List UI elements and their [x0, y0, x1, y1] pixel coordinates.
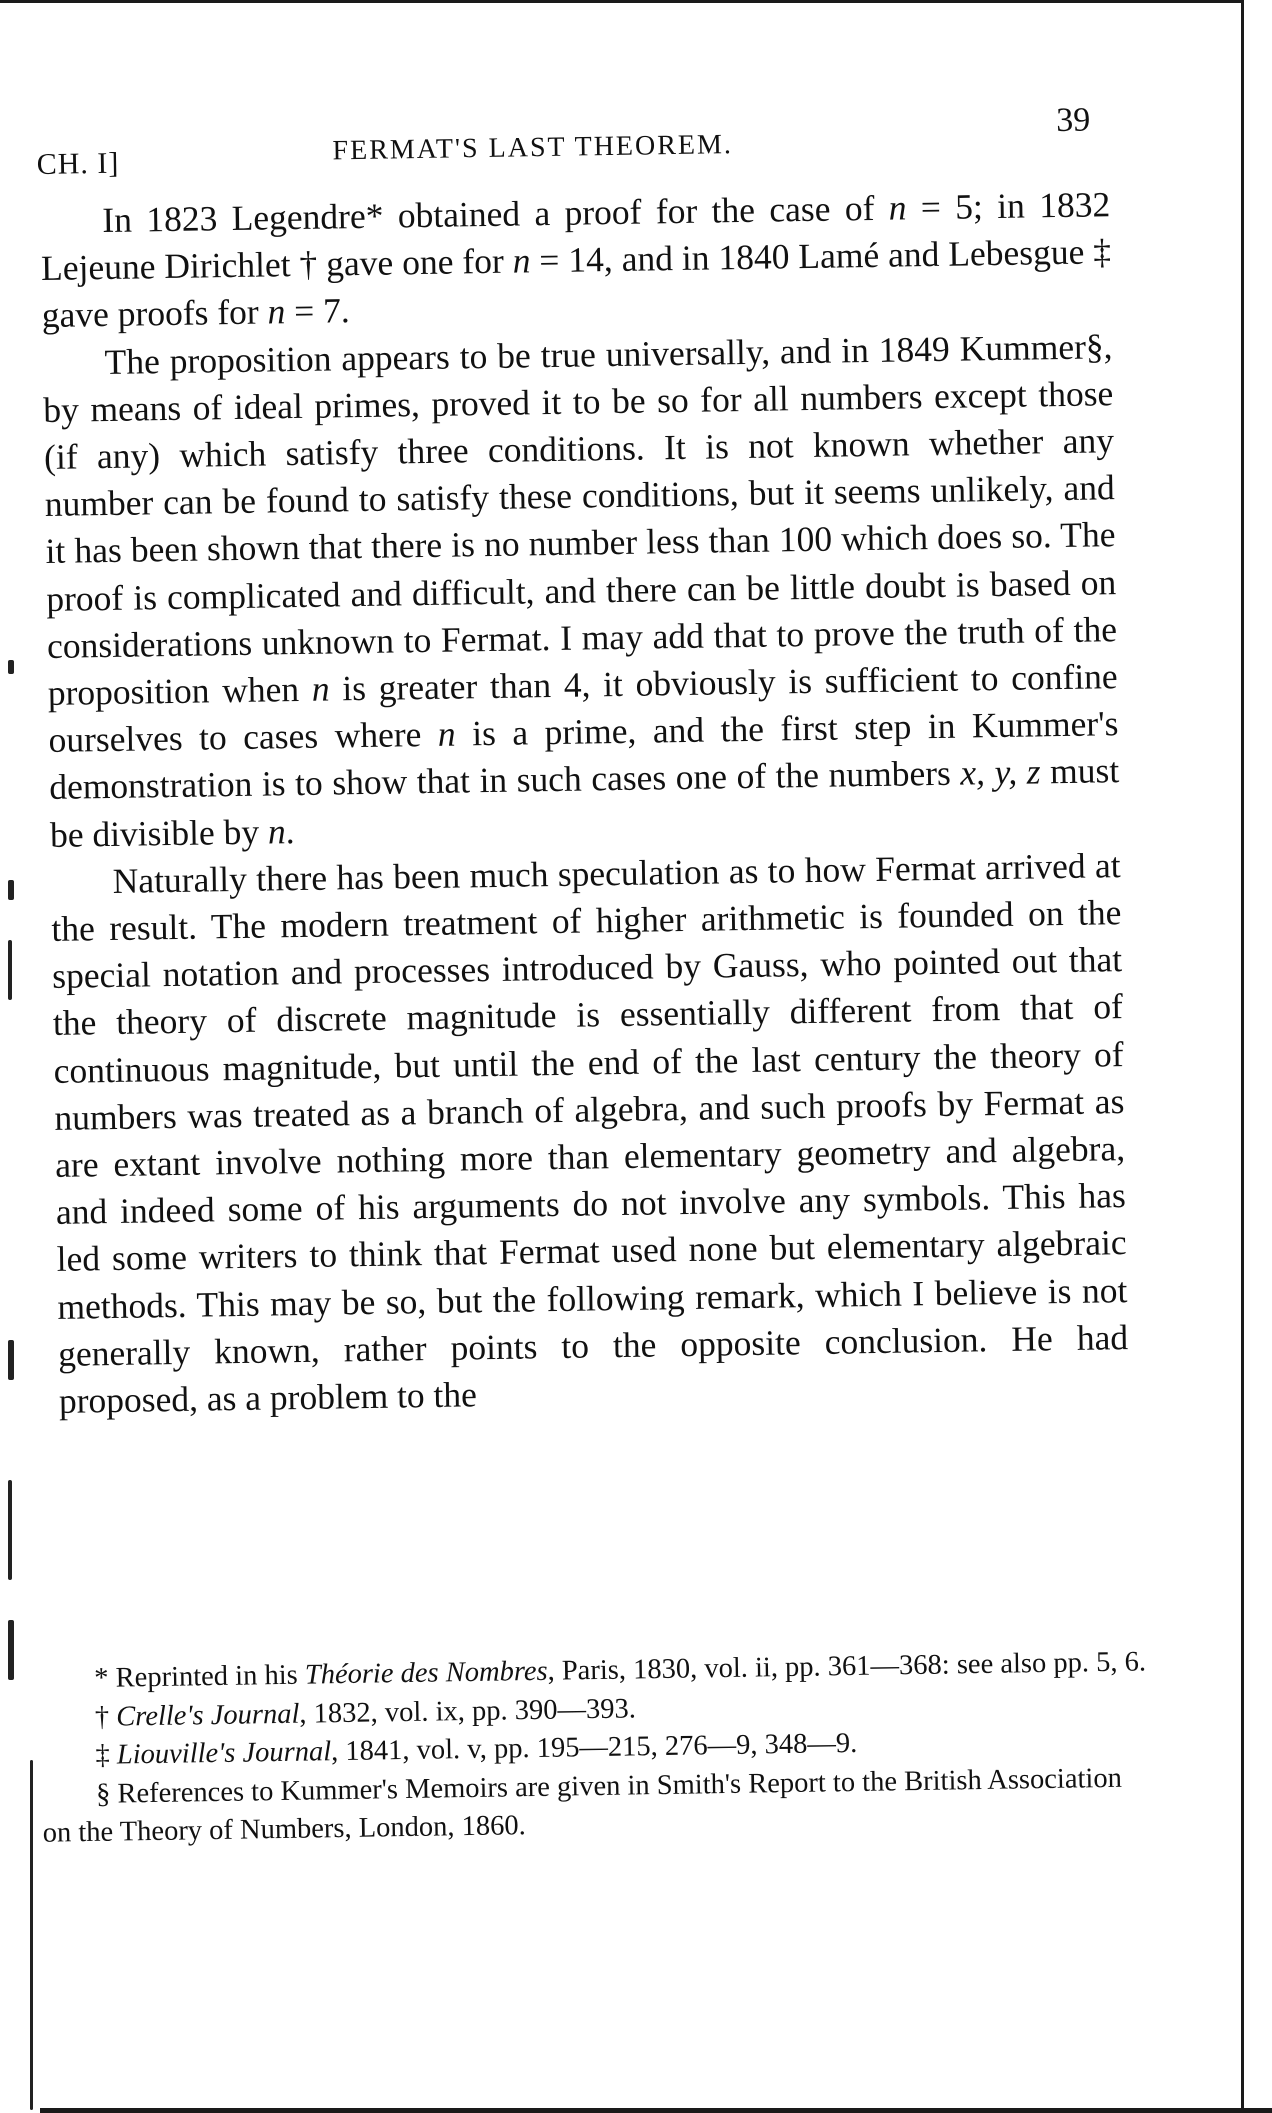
- binding-mark: [8, 880, 14, 900]
- text-run: = 7.: [284, 290, 351, 332]
- footnote-4: § References to Kummer's Memoirs are given in Smith's Report to the British Association on the Theory of Numbers, London, 1860.: [42, 1762, 1123, 1849]
- body-text: [40, 181, 1129, 1425]
- math-variable: n: [267, 810, 286, 852]
- math-variable: n: [888, 187, 907, 228]
- binding-mark: [8, 1480, 12, 1580]
- running-title: FERMAT'S LAST THEOREM.: [332, 129, 734, 167]
- paragraph-3: Naturally there has been much speculation as to how Fermat arrived at the result. The modern treatment of higher arithmetic is founded on the special notation and processes introduced by Gauss, who pointed out that the theory of discrete magnitude is essentially different from that of continuous magnitude, but until the end of the last century the theory of numbers was treated as a branch of algebra, and such proofs by Fermat as are extant involve nothing more than elementary geometry and algebra, and indeed some of his arguments do not involve any symbols. This has led some writers to think that Fermat used none but elementary algebraic methods. This may be so, but the following remark, which I believe is not generally known, rather points to the opposite conclusion. He had proposed, as a problem to the: [51, 844, 1129, 1421]
- text-run: * Reprinted in his: [94, 1659, 306, 1694]
- math-variable: n: [437, 713, 456, 755]
- math-variable: n: [512, 240, 531, 281]
- binding-mark: [8, 1620, 14, 1680]
- binding-mark: [8, 940, 12, 1000]
- math-variable: n: [267, 291, 286, 332]
- scan-edge-right: [1241, 0, 1244, 2113]
- scan-edge-bottom: [40, 2108, 1272, 2113]
- text-run: In 1823 Legendre* obtained a proof for the case of: [102, 187, 890, 241]
- math-variable: n: [311, 668, 330, 709]
- text-run: , 1832, vol. ix, pp. 390—393.: [299, 1692, 637, 1730]
- binding-mark: [30, 1760, 33, 2110]
- math-variable: x, y, z: [960, 751, 1041, 794]
- journal-title: Liouville's Journal: [116, 1736, 332, 1771]
- text-run: = 5; in 1832 Lejeune Dirichlet † gave one for: [40, 184, 1111, 289]
- scan-edge-top: [0, 0, 1244, 3]
- page-number: 39: [1055, 101, 1091, 139]
- text-run: , Paris, 1830, vol. ii, pp. 361—368: see also pp. 5, 6.: [547, 1646, 1147, 1687]
- text-run: ‡: [95, 1739, 118, 1771]
- text-run: The proposition appears to be true universally, and in 1849 Kummer§, by means of ideal primes, proved it to be so for all numbers except those (if any) which satisfy three conditions. It is not known whether any number can be found to satisfy these conditions, but it seems unlikely, and it has been shown that there is no number less than 100 which does so. The proof is complicated and difficult, and there can be little doubt is based on considerations unknown to Fermat. I may add that to prove the truth of the proposition when: [43, 325, 1118, 713]
- footnotes: [42, 1643, 1157, 1852]
- chapter-label: CH. I]: [36, 146, 120, 181]
- paragraph-1: [40, 181, 1112, 339]
- text-run: †: [94, 1701, 117, 1733]
- text-run: .: [285, 810, 295, 851]
- page-header: [36, 101, 1107, 181]
- binding-mark: [8, 1340, 14, 1380]
- text-run: is greater than 4, it obviously is sufficient to confine ourselves to cases where: [48, 656, 1118, 761]
- book-title: Théorie des Nombres: [304, 1655, 548, 1691]
- text-run: = 14, and in 1840 Lamé and Lebesgue ‡ gave proofs for: [41, 231, 1112, 336]
- paragraph-2: [42, 323, 1120, 859]
- text-run: is a prime, and the first step in Kummer's demonstration is to show that in such cases one of the numbers: [48, 703, 1119, 808]
- binding-mark: [8, 660, 14, 674]
- text-run: , 1841, vol. v, pp. 195—215, 276—9, 348—9.: [330, 1727, 858, 1768]
- journal-title: Crelle's Journal: [116, 1698, 300, 1733]
- text-run: must be divisible by: [49, 750, 1120, 855]
